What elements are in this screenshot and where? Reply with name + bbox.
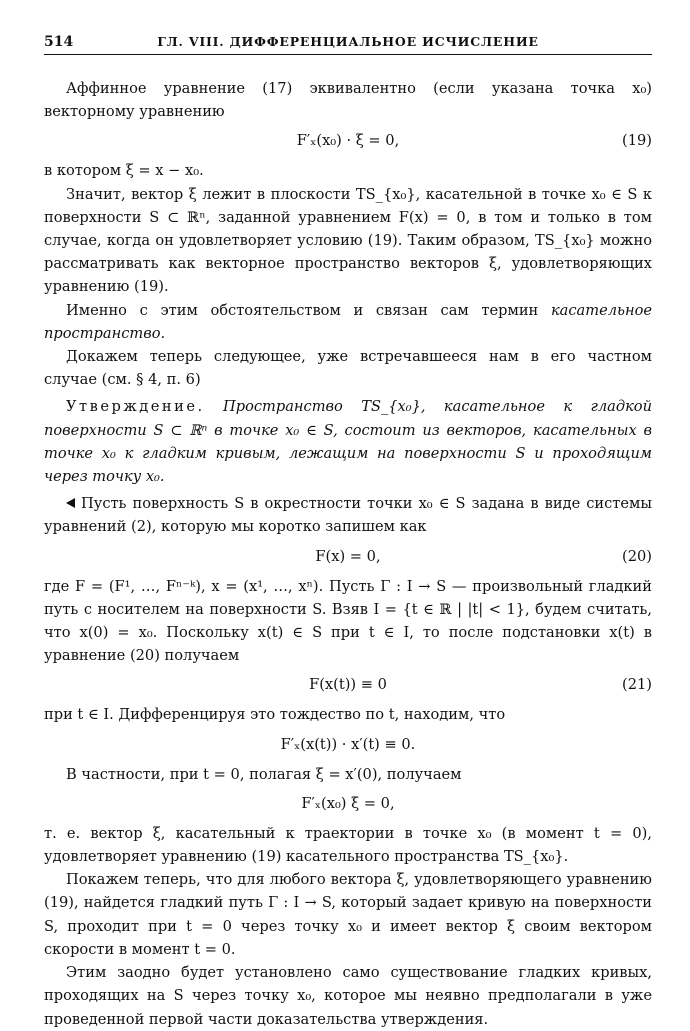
paragraph-existence: Этим заодно будет установлено само существование гладких кривых, проходящих на S через точку x₀, которое мы неявно предполагали в уже проведенной первой части доказательства утверждения. <box>44 964 652 1028</box>
page-header <box>44 28 652 55</box>
running-title: ГЛ. VIII. ДИФФЕРЕНЦИАЛЬНОЕ ИСЧИСЛЕНИЕ <box>157 34 539 49</box>
term-tangent-space: касательное пространство. <box>44 301 652 342</box>
equation-19-number: (19) <box>622 132 652 150</box>
equation-20-formula: F(x) = 0, <box>315 547 381 565</box>
paragraph-in-particular: В частности, при t = 0, полагая ξ = x′(0), получаем <box>66 765 462 783</box>
paragraph-tangent-conclusion: т. е. вектор ξ, касательный к траектории в точке x₀ (в момент t = 0), удовлетворяет уравнению (19) касательного пространства TS_{x₀}. <box>44 824 652 866</box>
paragraph-path-definition: где F = (F¹, …, Fⁿ⁻ᵏ), x = (x¹, …, xⁿ). Пусть Γ : I → S — произвольный гладкий путь с носителем на поверхности S. Взяв I = {t ∈ ℝ | |t| < 1}, будем считать, что x(0) = x₀. Поскольку x(t) ∈ S при t ∈ I, то после подстановки x(t) в уравнение (20) получаем <box>44 577 652 665</box>
paragraph-xi-definition: в котором ξ = x − x₀. <box>44 162 204 180</box>
equation-21-formula: F(x(t)) ≡ 0 <box>309 676 387 694</box>
statement-label: Утверждение. <box>66 398 205 416</box>
proof-start-icon <box>66 498 75 508</box>
page-body <box>44 77 652 1031</box>
equation-differentiated <box>44 727 652 763</box>
paragraph-converse: Покажем теперь, что для любого вектора ξ, удовлетворяющего уравнению (19), найдется гладкий путь Γ : I → S, который задает кривую на поверхности S, проходит при t = 0 через точку x₀ и имеет вектор ξ своим вектором скорости в момент t = 0. <box>44 871 652 958</box>
paragraph-prove-next: Докажем теперь следующее, уже встречавшееся нам в его частном случае (см. § 4, п. 6) <box>44 348 652 389</box>
equation-20 <box>44 539 652 575</box>
paragraph-affine-equation: Аффинное уравнение (17) эквивалентно (если указана точка x₀) векторному уравнению <box>44 80 652 121</box>
term-origin-text: Именно с этим обстоятельством и связан сам термин <box>66 301 539 319</box>
book-page <box>44 28 652 1028</box>
equation-differentiated-formula: F′ₓ(x(t)) · x′(t) ≡ 0. <box>280 735 416 753</box>
equation-21-number: (21) <box>622 676 652 694</box>
equation-tangent-vector-formula: F′ₓ(x₀) ξ = 0, <box>301 794 395 812</box>
equation-21 <box>44 667 652 703</box>
paragraph-proof-start <box>44 492 652 538</box>
equation-tangent-vector <box>44 786 652 822</box>
page-number: 514 <box>44 34 74 50</box>
equation-20-number: (20) <box>622 547 652 565</box>
paragraph-differentiate: при t ∈ I. Дифференцируя это тождество по t, находим, что <box>44 706 506 724</box>
equation-19-formula: F′ₓ(x₀) · ξ = 0, <box>296 132 400 150</box>
proof-start-text: Пусть поверхность S в окрестности точки x₀ ∈ S задана в виде системы уравнений (2), которую мы коротко запишем как <box>44 495 652 536</box>
statement <box>44 395 652 488</box>
paragraph-tangent-plane: Значит, вектор ξ лежит в плоскости TS_{x₀}, касательной в точке x₀ ∈ S к поверхности S ⊂ ℝⁿ, заданной уравнением F(x) = 0, в том и только в том случае, когда он удовлетворяет условию (19). Таким образом, TS_{x₀} можно рассматривать как векторное пространство векторов ξ, удовлетворяющих уравнению (19). <box>44 185 652 296</box>
paragraph-term-origin <box>44 299 652 345</box>
equation-19 <box>44 123 652 159</box>
statement-text: Пространство TS_{x₀}, касательное к гладкой поверхности S ⊂ ℝⁿ в точке x₀ ∈ S, состоит из векторов, касательных в точке x₀ к гладким кривым, лежащим на поверхности S и проходящим через точку x₀. <box>44 398 652 486</box>
